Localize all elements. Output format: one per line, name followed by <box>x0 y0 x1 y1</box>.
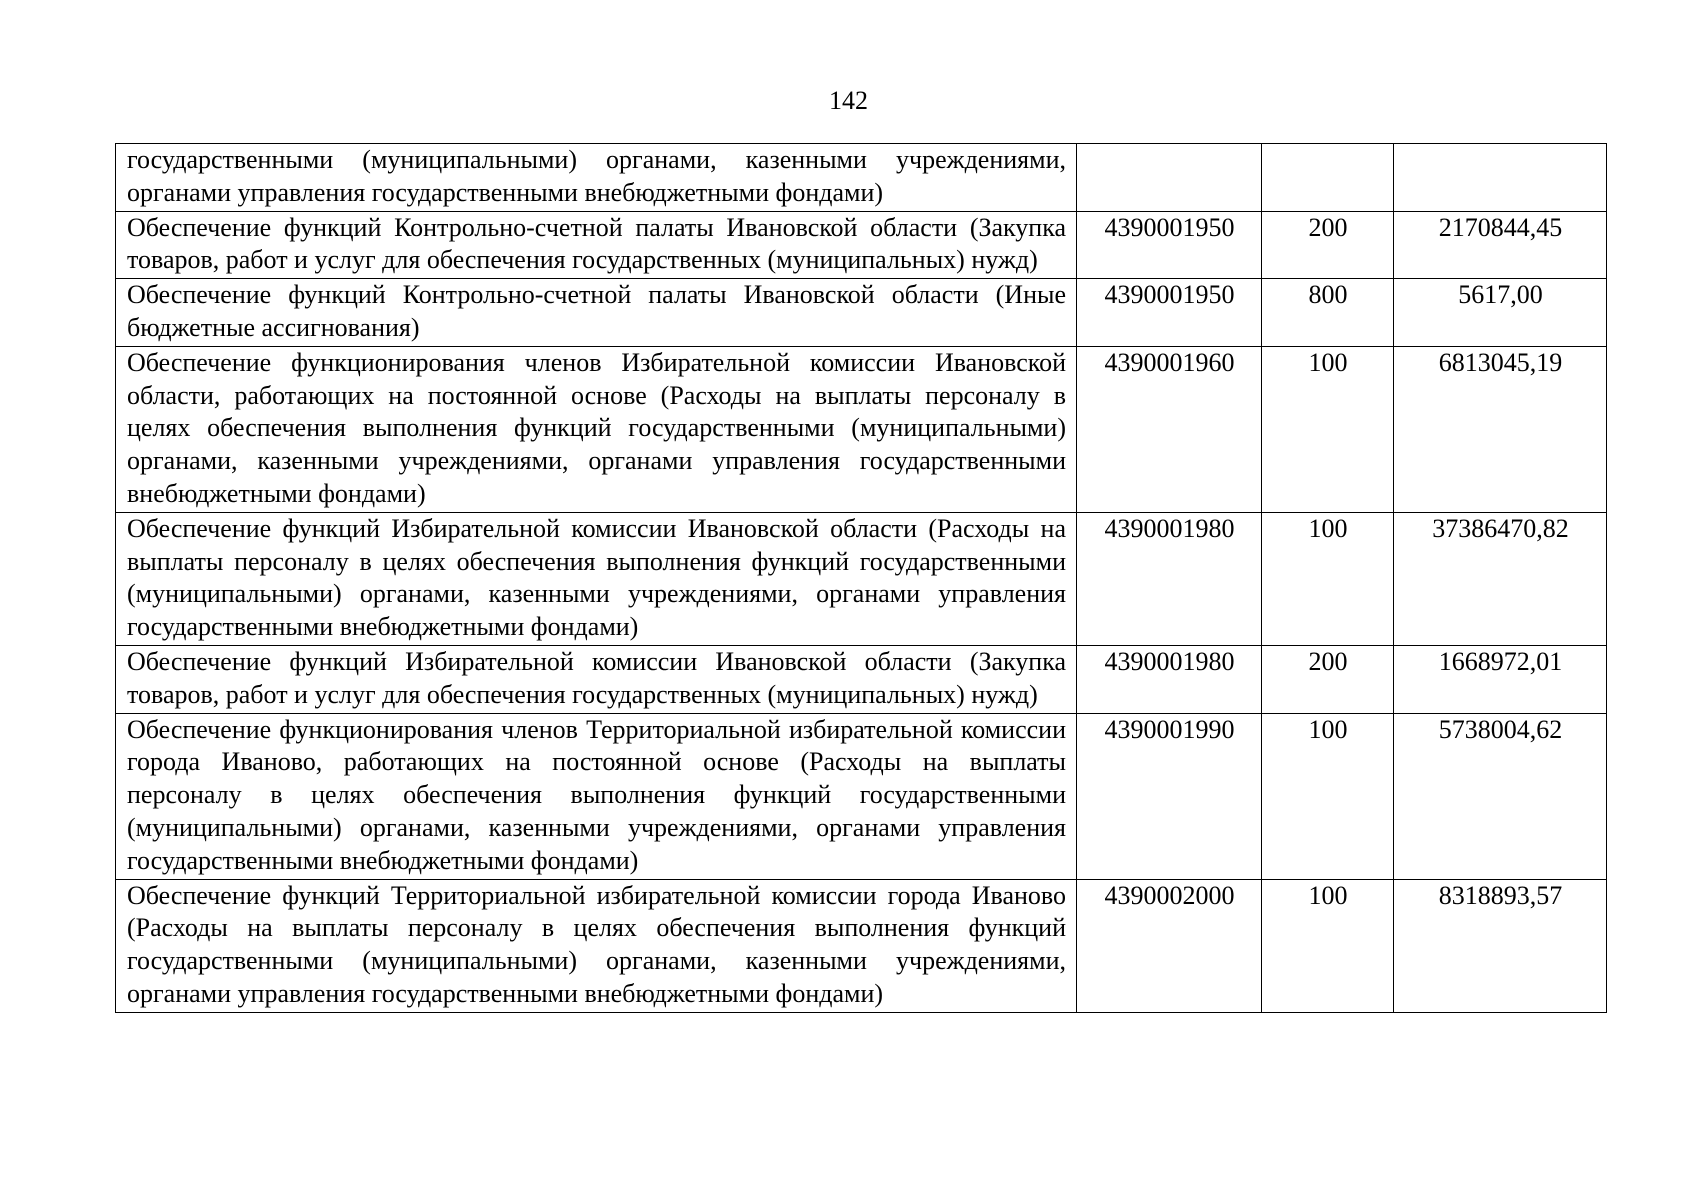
budget-table <box>115 143 1607 1013</box>
row-expense-type: 100 <box>1262 512 1394 645</box>
row-amount: 5617,00 <box>1394 279 1607 347</box>
row-target-code: 4390001950 <box>1077 211 1262 279</box>
row-expense-type: 100 <box>1262 879 1394 1012</box>
table-row <box>116 346 1607 512</box>
row-amount: 6813045,19 <box>1394 346 1607 512</box>
row-description: Обеспечение функций Избирательной комиссии Ивановской области (Расходы на выплаты персоналу в целях обеспечения выполнения функций государственными (муниципальными) органами, казенными учреждениями, органами управления государственными внебюджетными фондами) <box>116 512 1077 645</box>
row-amount: 37386470,82 <box>1394 512 1607 645</box>
row-expense-type: 100 <box>1262 713 1394 879</box>
row-target-code: 4390001960 <box>1077 346 1262 512</box>
row-description: Обеспечение функций Территориальной избирательной комиссии города Иваново (Расходы на выплаты персоналу в целях обеспечения выполнения функций государственными (муниципальными) органами, казенными учреждениями, органами управления государственными внебюджетными фондами) <box>116 879 1077 1012</box>
row-description: Обеспечение функций Контрольно-счетной палаты Ивановской области (Иные бюджетные ассигнования) <box>116 279 1077 347</box>
page-number: 142 <box>829 86 868 115</box>
table-row <box>116 645 1607 713</box>
row-expense-type: 200 <box>1262 211 1394 279</box>
row-description: Обеспечение функционирования членов Избирательной комиссии Ивановской области, работающих на постоянной основе (Расходы на выплаты персоналу в целях обеспечения выполнения функций государственными (муниципальными) органами, казенными учреждениями, органами управления государственными внебюджетными фондами) <box>116 346 1077 512</box>
row-description: Обеспечение функционирования членов Территориальной избирательной комиссии города Иваново, работающих на постоянной основе (Расходы на выплаты персоналу в целях обеспечения выполнения функций государственными (муниципальными) органами, казенными учреждениями, органами управления государственными внебюджетными фондами) <box>116 713 1077 879</box>
row-amount <box>1394 144 1607 212</box>
row-amount: 5738004,62 <box>1394 713 1607 879</box>
row-amount: 2170844,45 <box>1394 211 1607 279</box>
row-expense-type: 800 <box>1262 279 1394 347</box>
table-row <box>116 144 1607 212</box>
row-description: государственными (муниципальными) органами, казенными учреждениями, органами управления государственными внебюджетными фондами) <box>116 144 1077 212</box>
row-target-code: 4390001990 <box>1077 713 1262 879</box>
row-expense-type: 200 <box>1262 645 1394 713</box>
row-description: Обеспечение функций Избирательной комиссии Ивановской области (Закупка товаров, работ и услуг для обеспечения государственных (муниципальных) нужд) <box>116 645 1077 713</box>
row-target-code <box>1077 144 1262 212</box>
row-target-code: 4390002000 <box>1077 879 1262 1012</box>
table-row <box>116 713 1607 879</box>
row-expense-type <box>1262 144 1394 212</box>
table-row <box>116 512 1607 645</box>
table-row <box>116 879 1607 1012</box>
row-target-code: 4390001980 <box>1077 645 1262 713</box>
row-amount: 1668972,01 <box>1394 645 1607 713</box>
row-amount: 8318893,57 <box>1394 879 1607 1012</box>
row-target-code: 4390001980 <box>1077 512 1262 645</box>
table-row <box>116 211 1607 279</box>
row-description: Обеспечение функций Контрольно-счетной палаты Ивановской области (Закупка товаров, работ и услуг для обеспечения государственных (муниципальных) нужд) <box>116 211 1077 279</box>
table-row <box>116 279 1607 347</box>
row-target-code: 4390001950 <box>1077 279 1262 347</box>
row-expense-type: 100 <box>1262 346 1394 512</box>
